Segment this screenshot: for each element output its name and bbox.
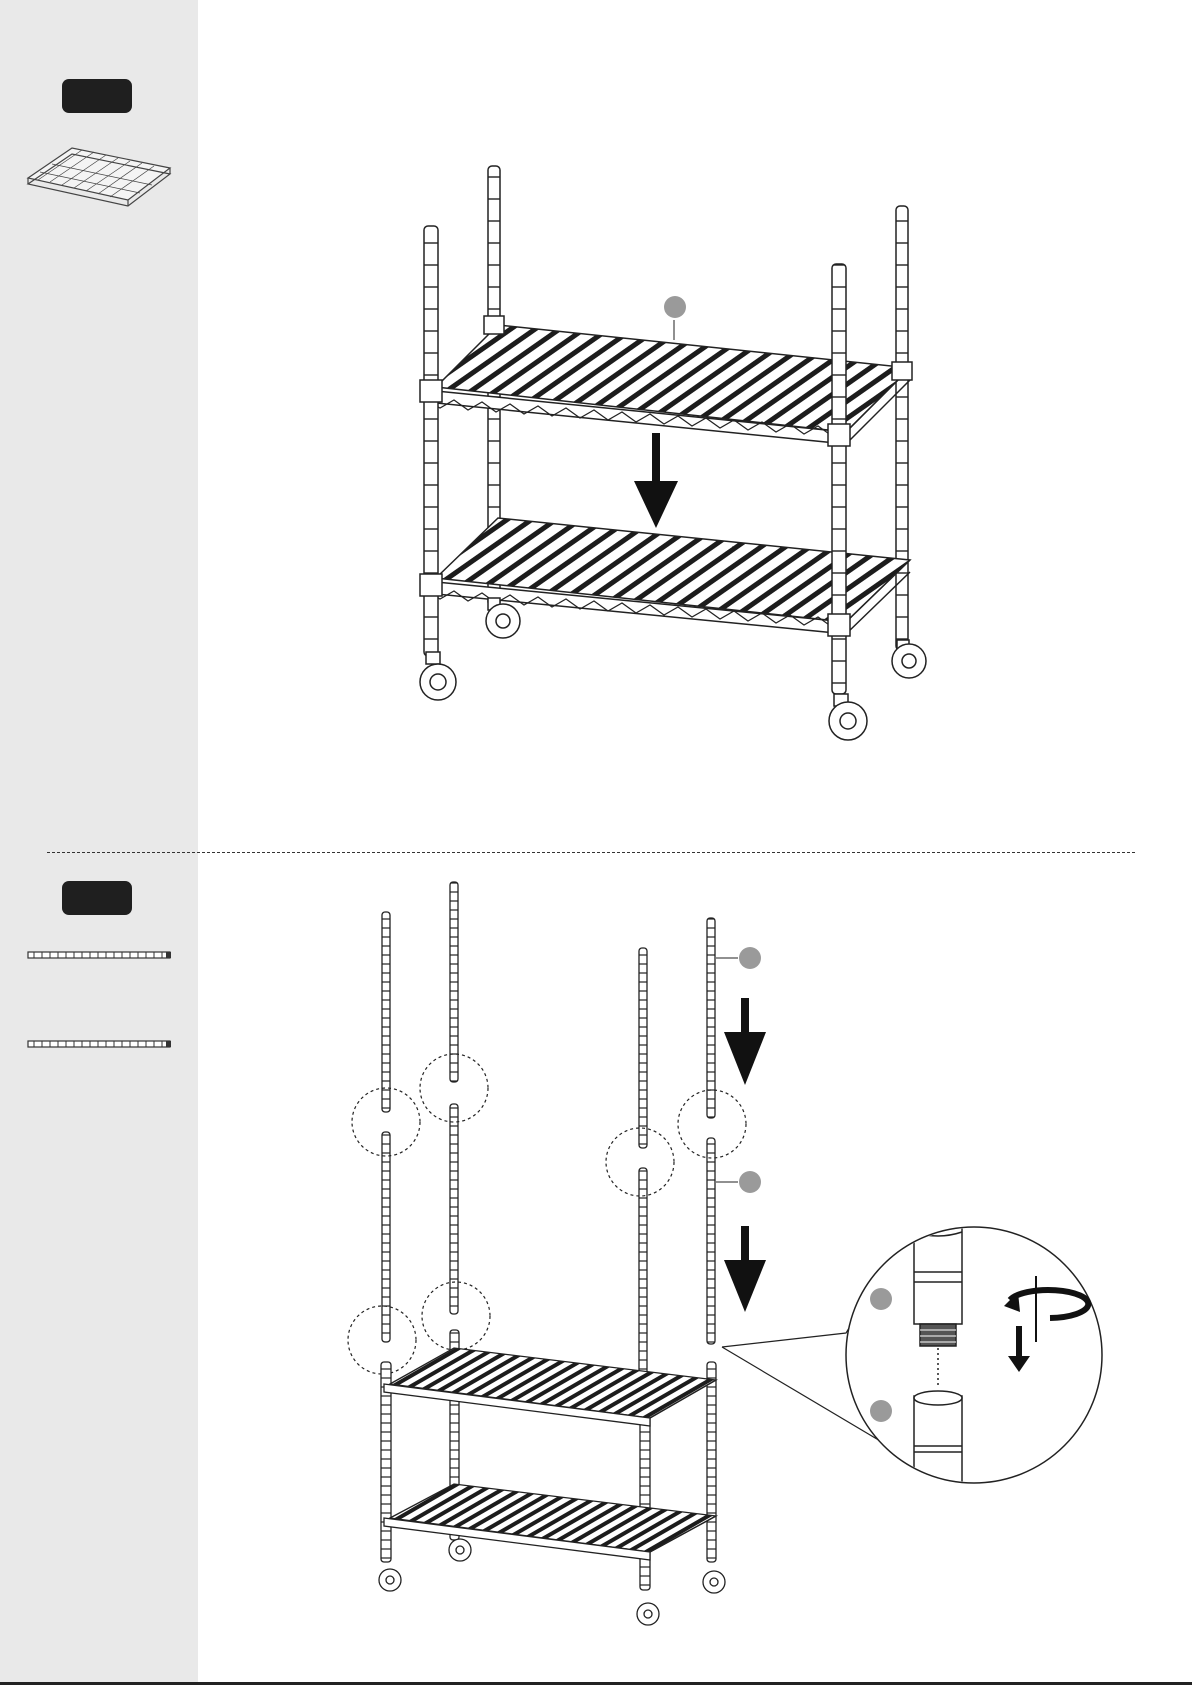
part-callout — [870, 1400, 892, 1422]
cart-step-illustration — [420, 166, 926, 740]
post-extension-illustration — [348, 882, 892, 1625]
part-callout — [664, 296, 686, 318]
part-callout — [739, 1171, 761, 1193]
part-callout — [739, 947, 761, 969]
part-callout — [870, 1288, 892, 1310]
thread-detail-zoom — [846, 1220, 1102, 1516]
